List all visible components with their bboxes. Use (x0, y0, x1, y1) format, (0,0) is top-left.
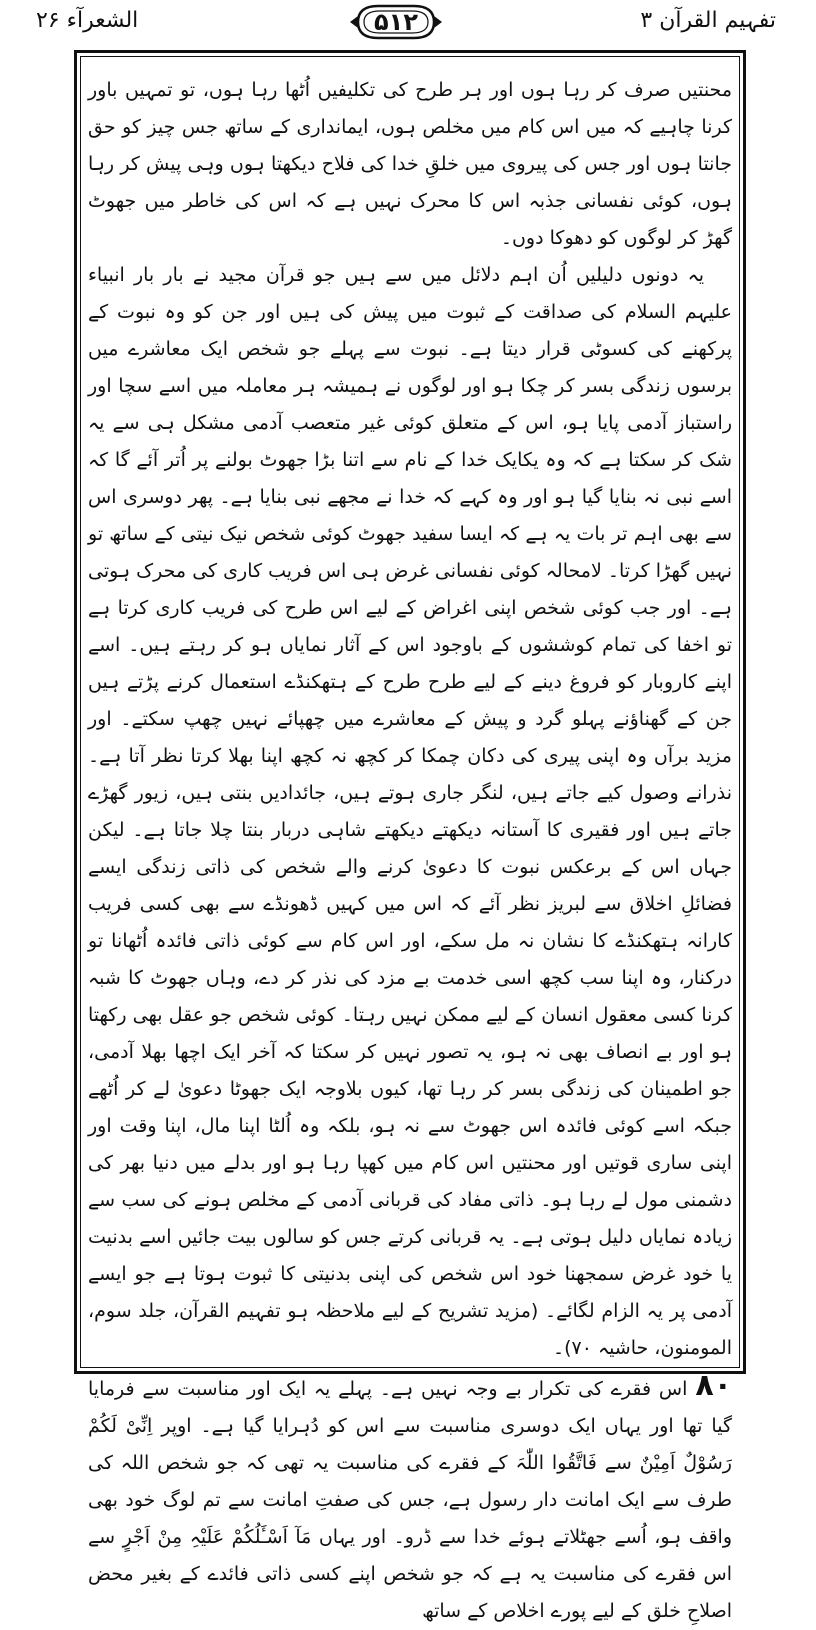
surah-reference: الشعرآء ۲۶ (36, 8, 139, 33)
page-number: ۵۱۲ (374, 8, 418, 36)
footnote-paragraph (88, 1367, 732, 1630)
footnote-text: اس فقرے کی تکرار بے وجہ نہیں ہے۔ پہلے یہ ایک اور مناسبت سے فرمایا گیا تھا اور یہاں ایک دوسری مناسبت سے اس کو دُہرایا گیا ہے۔ اوپر اِنِّیْ لَکُمْ رَسُوْلٌ اَمِیْنٌ سے فَاتَّقُوا اللّٰہَ کے فقرے کی مناسبت یہ تھی کہ جو شخص اللہ کی طرف سے ایک امانت دار رسول ہے، جس کی صفتِ امانت سے تم لوگ خود بھی واقف ہو، اُسے جھٹلاتے ہوئے خدا سے ڈرو۔ اور یہاں (88, 1378, 733, 1548)
book-title: تفہیم القرآن ۳ (640, 8, 776, 33)
body-paragraph: محنتیں صرف کر رہا ہوں اور ہر طرح کی تکلیفیں اُٹھا رہا ہوں، تو تمہیں باور کرنا چاہیے کہ میں اس کام میں مخلص ہوں، ایمانداری کے ساتھ جس چیز کو حق جانتا ہوں اور جس کی پیروی میں خلقِ خدا کی فلاح دیکھتا ہوں وہی پیش کر رہا ہوں، کوئی نفسانی جذبہ اس کا محرک نہیں ہے کہ اس کی خاطر میں جھوٹ گھڑ کر لوگوں کو دھوکا دوں۔ (88, 79, 732, 249)
page-header (0, 0, 816, 52)
body-paragraph: یہ دونوں دلیلیں اُن اہم دلائل میں سے ہیں جو قرآن مجید نے بار بار انبیاء علیہم السلام کی صداقت کے ثبوت میں پیش کی ہیں اور جن کو وہ نبوت کے پرکھنے کی کسوٹی قرار دیتا ہے۔ نبوت سے پہلے جو شخص ایک معاشرے میں برسوں زندگی بسر کر چکا ہو اور لوگوں نے ہمیشہ ہر معاملہ میں اسے سچا اور راستباز آدمی پایا ہو، اس کے متعلق کوئی غیر متعصب آدمی مشکل ہی سے یہ شک کر سکتا ہے کہ وہ یکایک خدا کے نام سے اتنا بڑا جھوٹ بولنے پر اُتر آئے گا کہ اسے نبی نہ بنایا گیا ہو اور وہ کہے کہ خدا نے مجھے نبی بنایا ہے۔ پھر دوسری اس سے بھی اہم تر بات یہ ہے کہ ایسا سفید جھوٹ کوئی شخص نیک نیتی کے ساتھ تو نہیں گھڑا کرتا۔ لامحالہ کوئی نفسانی غرض ہی اس فریب کاری کی محرک ہوتی ہے۔ اور جب کوئی شخص اپنی اغراض کے لیے اس طرح کی فریب کاری کرتا ہے تو اخفا کی تمام کوششوں کے باوجود اس کے آثار نمایاں ہو کر رہتے ہیں۔ اسے اپنے کاروبار کو فروغ دینے کے لیے طرح طرح کے ہتھکنڈے استعمال کرنے پڑتے ہیں جن کے گھناؤنے پہلو گرد و پیش کے معاشرے میں چھپائے نہیں چھپ سکتے۔ اور مزید برآں وہ اپنی پیری کی دکان چمکا کر کچھ نہ کچھ اپنا بھلا کرتا نظر آتا ہے۔ نذرانے وصول کیے جاتے ہیں، لنگر جاری ہوتے ہیں، جائدادیں بنتی ہیں، زیور گھڑے جاتے ہیں اور فقیری کا آستانہ دیکھتے دیکھتے شاہی دربار بنتا چلا جاتا ہے۔ لیکن جہاں اس کے برعکس نبوت کا دعویٰ کرنے والے شخص کی ذاتی زندگی ایسے فضائلِ اخلاق سے لبریز نظر آئے کہ اس میں کہیں ڈھونڈے سے بھی کسی فریب کارانہ ہتھکنڈے کا نشان نہ مل سکے، اور اس کام سے کوئی ذاتی فائدہ اُٹھانا تو درکنار، وہ اپنا سب کچھ اسی خدمت بے مزد کی نذر کر دے، وہاں جھوٹ کا شبہ کرنا کسی معقول انسان کے لیے ممکن نہیں رہتا۔ کوئی شخص جو عقل بھی رکھتا ہو اور بے انصاف بھی نہ ہو، یہ تصور نہیں کر سکتا کہ آخر ایک اچھا بھلا آدمی، جو اطمینان کی زندگی بسر کر رہا تھا، کیوں بلاوجہ ایک جھوٹا دعویٰ لے کر اُٹھے جبکہ اسے کوئی فائدہ اس جھوٹ سے نہ ہو، بلکہ وہ اُلٹا اپنا مال، اپنا وقت اور اپنی ساری قوتیں اور محنتیں اس کام میں کھپا رہا ہو اور بدلے میں دنیا بھر کی دشمنی مول لے رہا ہو۔ ذاتی مفاد کی قربانی آدمی کے مخلص ہونے کی سب سے زیادہ نمایاں دلیل ہوتی ہے۔ یہ قربانی کرتے جس کو سالوں بیت جائیں اسے بدنیت یا خود غرض سمجھنا خود اس شخص کی اپنی بدنیتی کا ثبوت ہوتا ہے جو ایسے آدمی پر یہ الزام لگائے۔ (مزید تشریح کے لیے ملاحظہ ہو تفہیم القرآن، جلد سوم، المومنون، حاشیہ ۷۰)۔ (88, 264, 732, 1359)
page-number-badge (348, 2, 444, 42)
footnote-number: ۸۰ (695, 1368, 732, 1403)
quran-phrase: مَآ اَسْـَٔلُکُمْ عَلَیْہِ مِنْ اَجْرٍ (122, 1526, 312, 1548)
page-body (88, 72, 733, 1622)
footnote-text-continued: سے اس فقرے کی مناسبت یہ ہے کہ جو شخص اپنے کسی ذاتی فائدے کے بغیر محض اصلاحِ خلق کے لیے پورے اخلاص کے ساتھ (88, 1526, 732, 1622)
